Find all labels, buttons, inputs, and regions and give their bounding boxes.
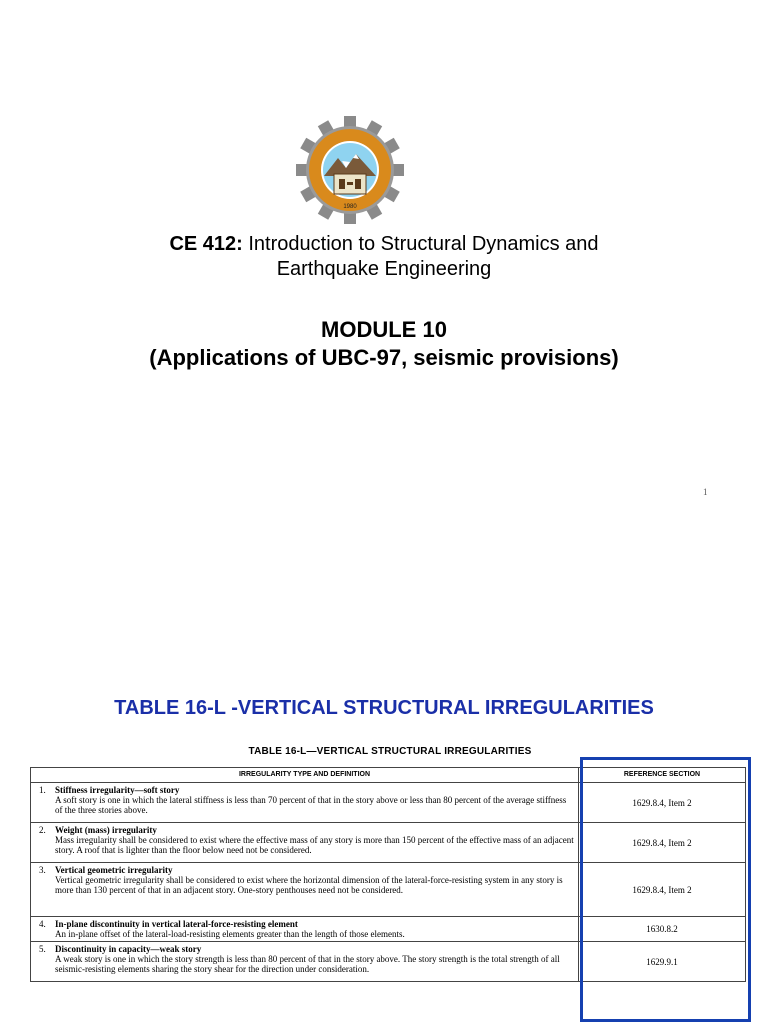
row-number: 2. bbox=[39, 825, 46, 835]
table-row bbox=[31, 917, 746, 942]
irregularity-definition-cell bbox=[31, 942, 579, 982]
irregularity-definition-cell bbox=[31, 823, 579, 863]
table-slide bbox=[0, 540, 768, 1024]
module-line2: (Applications of UBC-97, seismic provisions) bbox=[149, 345, 619, 370]
university-logo-icon bbox=[296, 116, 404, 224]
irregularity-title: Stiffness irregularity—soft story bbox=[55, 785, 180, 795]
row-number: 4. bbox=[39, 919, 46, 929]
irregularity-definition: Mass irregularity shall be considered to exist where the effective mass of any story is more than 150 percent of the effective mass of an adjacent story. A roof that is lighter than the floor below need not be considered. bbox=[55, 835, 574, 855]
table-row bbox=[31, 863, 746, 917]
table-row bbox=[31, 783, 746, 823]
course-title bbox=[0, 232, 768, 282]
course-title-line2: Earthquake Engineering bbox=[276, 258, 492, 280]
reference-section-cell: 1629.8.4, Item 2 bbox=[579, 863, 746, 917]
reference-section-cell: 1630.8.2 bbox=[579, 917, 746, 942]
irregularity-title: Weight (mass) irregularity bbox=[55, 825, 157, 835]
irregularity-title: Discontinuity in capacity—weak story bbox=[55, 944, 202, 954]
irregularity-definition: An in-plane offset of the lateral-load-resisting elements greater than the length of those elements. bbox=[55, 929, 405, 939]
module-title bbox=[0, 316, 768, 372]
irregularity-definition-cell bbox=[31, 863, 579, 917]
reference-section-cell: 1629.8.4, Item 2 bbox=[579, 783, 746, 823]
reference-section-cell: 1629.9.1 bbox=[579, 942, 746, 982]
row-number: 1. bbox=[39, 785, 46, 795]
irregularity-title: Vertical geometric irregularity bbox=[55, 865, 173, 875]
reference-section-cell: 1629.8.4, Item 2 bbox=[579, 823, 746, 863]
column-header-type: IRREGULARITY TYPE AND DEFINITION bbox=[31, 768, 579, 783]
slide-number: 1 bbox=[703, 487, 708, 497]
row-number: 3. bbox=[39, 865, 46, 875]
irregularity-definition: A soft story is one in which the lateral stiffness is less than 70 percent of that in the story above or less than 80 percent of the average stiffness of the three stories above. bbox=[55, 795, 567, 815]
irregularity-title: In-plane discontinuity in vertical lateral-force-resisting element bbox=[55, 919, 298, 929]
slide-heading: TABLE 16-L -VERTICAL STRUCTURAL IRREGULARITIES bbox=[114, 697, 654, 719]
table-row bbox=[31, 823, 746, 863]
irregularities-table bbox=[30, 767, 746, 982]
irregularity-definition-cell bbox=[31, 783, 579, 823]
irregularity-definition-cell bbox=[31, 917, 579, 942]
module-line1: MODULE 10 bbox=[321, 317, 447, 342]
row-number: 5. bbox=[39, 944, 46, 954]
table-row bbox=[31, 942, 746, 982]
table-caption: TABLE 16-L—VERTICAL STRUCTURAL IRREGULARITIES bbox=[248, 746, 532, 757]
irregularity-definition: Vertical geometric irregularity shall be considered to exist where the horizontal dimension of the lateral-force-resisting system in any story is more than 130 percent of that in an adjacent story. One-story penthouses need not be considered. bbox=[55, 875, 563, 895]
column-header-reference: REFERENCE SECTION bbox=[579, 768, 746, 783]
logo-year: 1980 bbox=[343, 204, 357, 210]
course-code: CE 412: bbox=[169, 233, 243, 255]
course-title-line1: Introduction to Structural Dynamics and bbox=[242, 233, 599, 255]
irregularity-definition: A weak story is one in which the story strength is less than 80 percent of that in the story above. The story strength is the total strength of all seismic-resisting elements sharing the story shear for the direction under consideration. bbox=[55, 954, 560, 974]
